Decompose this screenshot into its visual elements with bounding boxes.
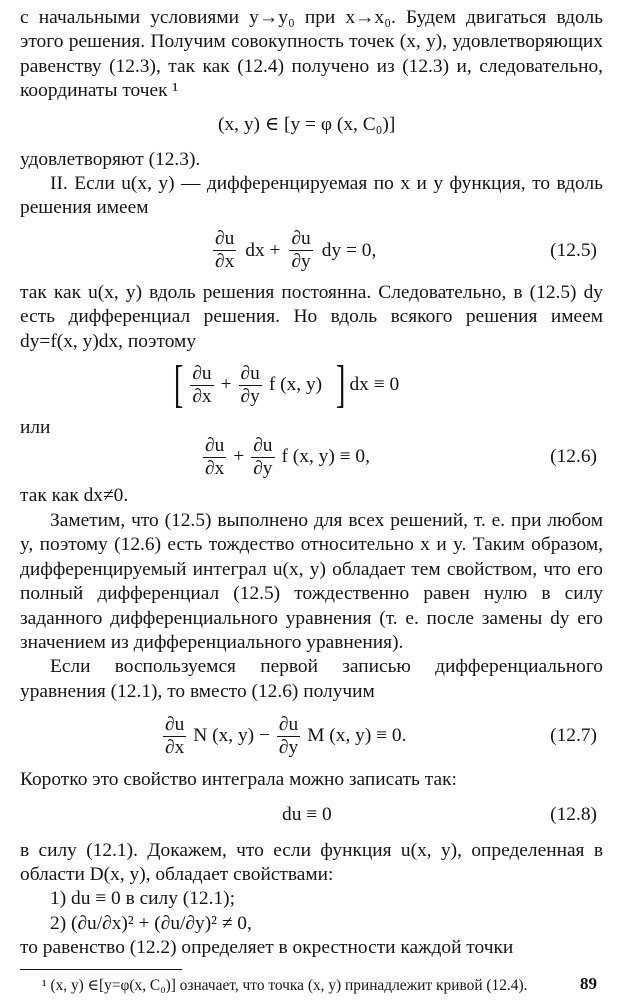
equation-number: (12.7) (550, 724, 597, 746)
footnote: ¹ (x, y) ∈[y=φ(x, C₀)] означает, что точка (x, y) принадлежит кривой (12.4). (42, 976, 528, 994)
paragraph-7: Если воспользуемся первой записью дифференциального уравнения (12.1), то вместо (12.6) получим (20, 656, 603, 702)
paragraph-2: удовлетворяют (12.3). (20, 148, 201, 170)
paragraph-1: с начальными условиями y→y₀ при x→x₀. Будем двигаться вдоль этого решения. Получим совокупность точек (x, y), удовлетворяющих равенству (12.3), так как (12.4) получено из (12.3) и, следовательно, координаты точек ¹ (20, 7, 603, 102)
footnote-divider (20, 969, 182, 970)
fraction-du-dx: $\frac{\partial u}{\partial x}$ (215, 228, 235, 273)
equation-number: (12.8) (550, 804, 597, 826)
equation-12-5: $\frac{\partial u}{\partial x}$ dx + $\frac{\partial u}{\partial y}$ dy = 0, (12.5) (20, 221, 603, 281)
equation-number: (12.5) (550, 239, 597, 261)
equation-12-6: $\frac{\partial u}{\partial x}$ + $\frac{\partial u}{\partial y}$ f (x, y) ≡ 0, (12.6) (20, 430, 603, 484)
equation-12-8: du ≡ 0 (12.8) (20, 793, 603, 839)
equation-number: (12.6) (550, 446, 597, 468)
paragraph-4: так как u(x, y) вдоль решения постоянна. Следовательно, в (12.5) dy есть дифференциал решения. Но вдоль всякого решения имеем dy=f(x, y)dx, поэтому (20, 281, 603, 352)
paragraph-3: II. Если u(x, y) — дифференцируемая по x и y функция, то вдоль решения имеем (20, 173, 603, 219)
paragraph-6: Заметим, что (12.5) выполнено для всех решений, т. е. при любом y, поэтому (12.6) есть тождество относительно x и y. Таким образом, дифференцируемый интеграл u(x, y) обладает тем свойством, что его полный дифференциал (12.5) тождественно равен нулю в силу заданного дифференциального уравнения (т. е. после замены dy его значением из дифференциального уравнения). (20, 509, 603, 653)
equation-bracket: [ $\frac{\partial u}{\partial x}$ + $\frac{\partial u}{\partial y}$ f (x, y) ] dx ≡ 0 (173, 356, 400, 414)
paragraph-9: в силу (12.1). Докажем, что если функция u(x, y), определенная в области D(x, y), обладает свойствами: (20, 839, 603, 885)
fraction-du-dy: $\frac{\partial u}{\partial y}$ (291, 228, 311, 273)
paragraph-5: так как dx≠0. (20, 485, 129, 507)
list-item-2: 2) (∂u/∂x)² + (∂u/∂y)² ≠ 0, (50, 912, 252, 934)
paragraph-10: то равенство (12.2) определяет в окрестности каждой точки (20, 937, 514, 959)
word-or: или (20, 417, 51, 439)
page-number: 89 (580, 974, 597, 993)
list-item-1: 1) du ≡ 0 в силу (12.1); (50, 888, 236, 910)
book-page (20, 6, 603, 995)
equation-12-7: $\frac{\partial u}{\partial x}$ N (x, y) − $\frac{\partial u}{\partial y}$ M (x, y) ≡ 0. (12.7) (20, 704, 603, 768)
equation-set-membership: (x, y) ∈ [y = φ (x, C₀)] (218, 114, 396, 136)
paragraph-8: Коротко это свойство интеграла можно записать так: (20, 769, 457, 791)
